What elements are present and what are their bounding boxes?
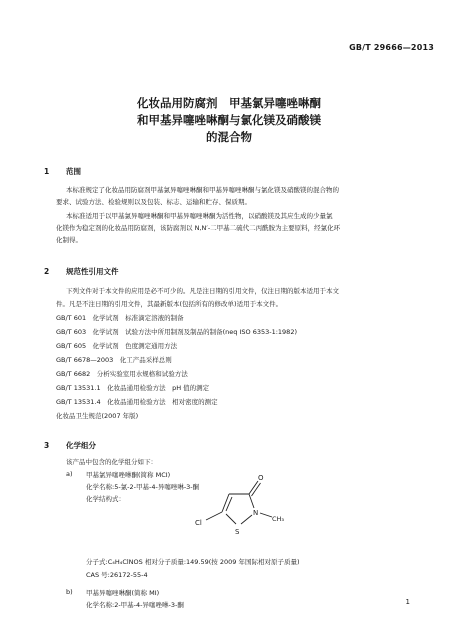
group-ch3: CH₃	[272, 515, 285, 523]
item-a-chemical-name: 化学名称:5-氯-2-甲基-4-异噻唑啉-3-酮	[86, 483, 200, 491]
item-a-structure-label: 化学结构式：	[86, 495, 125, 503]
section-2-title: 规范性引用文件	[66, 267, 119, 276]
title-line-2: 和甲基异噻唑啉酮与氯化镁及硝酸镁	[137, 113, 321, 127]
atom-s: S	[235, 528, 240, 536]
atom-cl: Cl	[195, 519, 202, 527]
title-line-1: 化妆品用防腐剂 甲基氯异噻唑啉酮	[137, 96, 321, 110]
item-a-label: a)	[66, 470, 73, 478]
s1-para2-line1: 本标准适用于以甲基氯异噻唑啉酮和甲基异噻唑啉酮为活性物，以硝酸镁及其应生成的少量氯	[66, 212, 333, 220]
item-b-chemical-name: 化学名称:2-甲基-4-异噻唑啉-3-酮	[86, 601, 184, 609]
s2-intro-line1: 下列文件对于本文件的应用是必不可少的。凡是注日期的引用文件，仅注日期的版本适用于本文	[66, 287, 339, 295]
bond-s-c5	[226, 514, 236, 524]
s3-intro: 该产品中包含的化学组分如下：	[66, 458, 157, 466]
section-2-number: 2	[44, 267, 50, 276]
reference-item: GB/T 603 化学试剂 试验方法中所用制剂及制品的制备(neq ISO 6353-1:1982)	[56, 328, 297, 336]
bond-c4-c5	[222, 494, 229, 512]
page-number: 1	[405, 598, 410, 606]
reference-item: GB/T 601 化学试剂 标准滴定溶液的制备	[56, 314, 184, 322]
section-3-heading	[44, 440, 96, 451]
section-2-heading	[44, 266, 119, 277]
reference-item: 化妆品卫生规范(2007 年版)	[56, 412, 139, 420]
s1-para2-line2: 化镁作为稳定剂的化妆品用防腐剂，该防腐剂以 N,N′-二甲基二硫代二丙酰胺为主要原料，经氯化环	[56, 224, 341, 232]
bond-s-n	[241, 515, 252, 524]
s1-para1-line1: 本标准规定了化妆品用防腐剂甲基氯异噻唑啉酮和甲基异噻唑啉酮与氯化镁及硝酸镁的混合物的	[66, 186, 339, 194]
bond-c3-o	[249, 481, 258, 494]
bond-c3-o-double	[252, 483, 261, 496]
reference-item: GB/T 13531.4 化妆品通用检验方法 相对密度的测定	[56, 398, 218, 406]
section-3-number: 3	[44, 441, 50, 450]
s1-para2-line3: 化制得。	[56, 236, 82, 244]
reference-item: GB/T 6682 分析实验室用水规格和试验方法	[56, 370, 188, 378]
item-a-title: 甲基氯异噻唑啉酮(简称 MCI)	[86, 471, 171, 479]
atom-o: O	[258, 474, 264, 482]
s1-para1-line2: 要求、试验方法、检验规则以及包装、标志、运输和贮存、保质期。	[56, 198, 251, 206]
item-b-label: b)	[66, 588, 73, 596]
bond-n-ch3	[260, 513, 272, 517]
section-3-title: 化学组分	[66, 441, 96, 450]
reference-item: GB/T 6678—2003 化工产品采样总则	[56, 356, 172, 364]
reference-item: GB/T 13531.1 化妆品通用检验方法 pH 值的测定	[56, 384, 210, 392]
atom-n: N	[253, 509, 259, 517]
title-line-3: 的混合物	[206, 130, 252, 144]
mci-structure-diagram	[186, 472, 296, 542]
section-1-heading	[44, 166, 81, 177]
s2-intro-line2: 件。凡是不注日期的引用文件，其最新版本(包括所有的修改单)适用于本文件。	[56, 300, 283, 308]
bond-n-c3	[249, 494, 254, 508]
reference-item: GB/T 605 化学试剂 色度测定通用方法	[56, 342, 178, 350]
item-a-formula: 分子式:C₄H₄ClNOS 相对分子质量:149.59(按 2009 年国际相对原子质量)	[86, 558, 300, 566]
bond-c5-cl	[206, 512, 222, 520]
section-1-number: 1	[44, 167, 50, 176]
item-a-cas: CAS 号:26172-55-4	[86, 571, 148, 579]
section-1-title: 范围	[66, 167, 81, 176]
item-b-title: 甲基异噻唑啉酮(简称 MI)	[86, 589, 160, 597]
standard-code: GB/T 29666—2013	[349, 43, 434, 52]
